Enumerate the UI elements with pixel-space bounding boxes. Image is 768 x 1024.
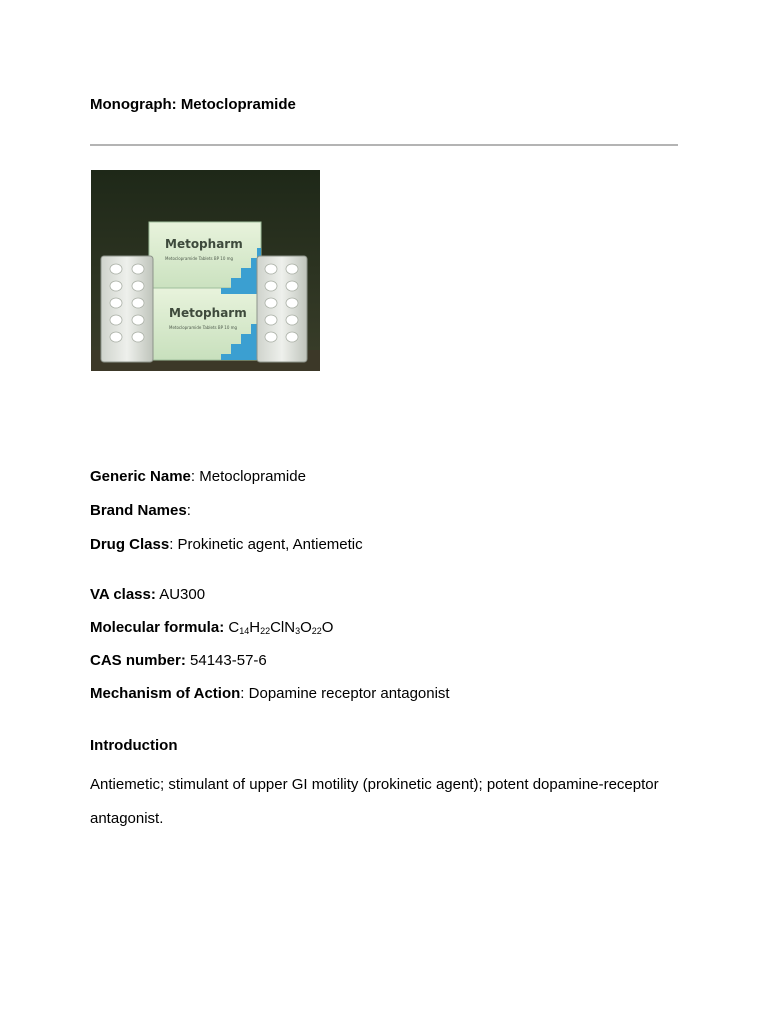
brand-names-sep: : — [186, 502, 191, 519]
formula-subscript: 22 — [311, 626, 322, 636]
cas-number-label: CAS number: — [90, 652, 186, 669]
va-class-value: AU300 — [159, 586, 206, 603]
formula-part: H — [249, 619, 261, 636]
mechanism-value: Dopamine receptor antagonist — [248, 685, 450, 702]
introduction-heading: Introduction — [90, 737, 178, 754]
mechanism-row — [90, 684, 450, 704]
va-class-row — [90, 585, 205, 605]
formula-subscript: 22 — [260, 626, 271, 636]
mechanism-label: Mechanism of Action — [90, 685, 241, 702]
brand-names-label: Brand Names — [90, 502, 187, 519]
generic-name-label: Generic Name — [90, 468, 191, 485]
generic-name-sep: : — [190, 468, 200, 485]
box-brand-bottom: Metopharm — [169, 306, 247, 320]
mechanism-sep: : — [240, 685, 249, 702]
generic-name-row — [90, 467, 306, 487]
drug-class-value: Prokinetic agent, Antiemetic — [177, 536, 363, 553]
drug-class-label: Drug Class — [90, 536, 170, 553]
formula-part: O — [300, 619, 312, 636]
molecular-formula-value — [228, 619, 333, 636]
generic-name-value: Metoclopramide — [199, 468, 306, 485]
box-brand-top: Metopharm — [165, 237, 243, 251]
formula-subscript: 3 — [295, 626, 301, 636]
brand-names-row — [90, 501, 191, 521]
molecular-formula-row — [90, 618, 333, 638]
document-title: Monograph: Metoclopramide — [90, 96, 296, 113]
va-class-label: VA class: — [90, 586, 156, 603]
cas-number-value: 54143-57-6 — [190, 652, 267, 669]
box-caption-bottom: Metoclopramide Tablets BP 10 mg — [169, 325, 238, 330]
formula-subscript: 14 — [239, 626, 250, 636]
introduction-text: Antiemetic; stimulant of upper GI motility (prokinetic agent); potent dopamine-receptor antagonist. — [90, 776, 659, 827]
product-photo — [91, 170, 320, 371]
formula-part: C — [228, 619, 240, 636]
box-caption-top: Metoclopramide Tablets BP 10 mg — [165, 256, 234, 261]
horizontal-divider — [90, 144, 678, 146]
cas-number-row — [90, 651, 267, 671]
drug-class-sep: : — [169, 536, 178, 553]
formula-part: O — [321, 619, 334, 636]
molecular-formula-label: Molecular formula: — [90, 619, 225, 636]
formula-part: ClN — [270, 619, 296, 636]
drug-class-row — [90, 535, 363, 555]
